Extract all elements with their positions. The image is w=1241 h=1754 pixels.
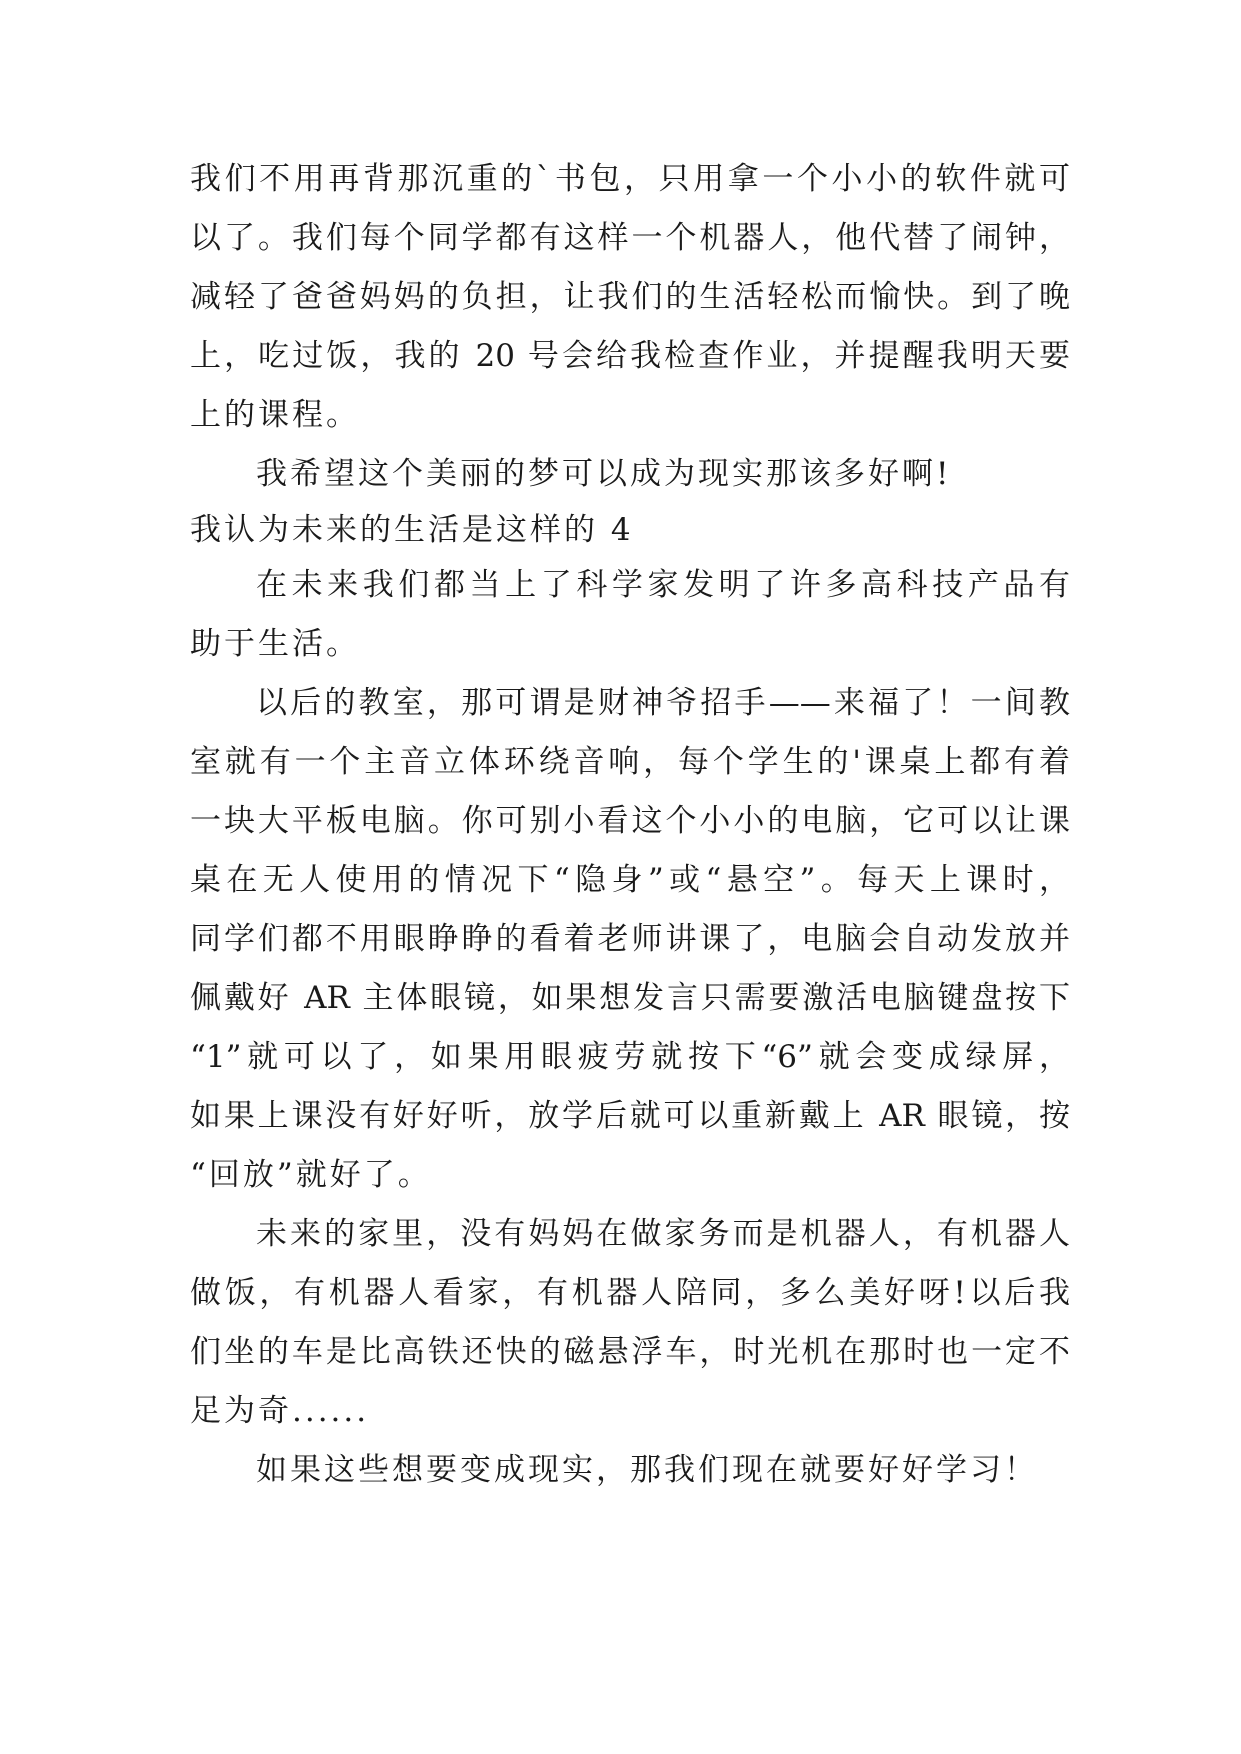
- text-line: 助于生活。: [190, 626, 360, 662]
- text-line: 如果这些想要变成现实，那我们现在就要好好学习！: [256, 1452, 1038, 1488]
- text-line: 上，吃过饭，我的 20 号会给我检查作业，并提醒我明天要: [190, 338, 1070, 374]
- text-line: 足为奇......: [190, 1393, 370, 1429]
- text-line: 上的课程。: [190, 397, 360, 433]
- text-line: 以了。我们每个同学都有这样一个机器人，他代替了闹钟，: [190, 220, 1070, 256]
- text-line: 在未来我们都当上了科学家发明了许多高科技产品有: [256, 567, 1070, 603]
- text-line: 一块大平板电脑。你可别小看这个小小的电脑，它可以让课: [190, 803, 1070, 839]
- text-line: 未来的家里，没有妈妈在做家务而是机器人，有机器人: [256, 1216, 1070, 1252]
- text-line: 以后的教室，那可谓是财神爷招手——来福了！一间教: [256, 685, 1070, 721]
- text-line: 们坐的车是比高铁还快的磁悬浮车，时光机在那时也一定不: [190, 1334, 1070, 1370]
- text-line: 我们不用再背那沉重的`书包，只用拿一个小小的软件就可: [190, 161, 1070, 197]
- text-line: 室就有一个主音立体环绕音响，每个学生的'课桌上都有着: [190, 744, 1070, 780]
- text-line: 桌在无人使用的情况下“隐身”或“悬空”。每天上课时，: [190, 862, 1070, 898]
- text-line: “回放”就好了。: [190, 1157, 432, 1193]
- text-line: “1”就可以了，如果用眼疲劳就按下“6”就会变成绿屏，: [190, 1039, 1070, 1075]
- text-line: 佩戴好 AR 主体眼镜，如果想发言只需要激活电脑键盘按下: [190, 980, 1070, 1016]
- section-title: 我认为未来的生活是这样的 4: [190, 512, 634, 548]
- text-line: 同学们都不用眼睁睁的看着老师讲课了，电脑会自动发放并: [190, 921, 1070, 957]
- text-line: 如果上课没有好好听，放学后就可以重新戴上 AR 眼镜，按: [190, 1098, 1070, 1134]
- text-line: 减轻了爸爸妈妈的负担，让我们的生活轻松而愉快。到了晚: [190, 279, 1070, 315]
- text-line: 做饭，有机器人看家，有机器人陪同，多么美好呀!以后我: [190, 1275, 1070, 1311]
- text-line: 我希望这个美丽的梦可以成为现实那该多好啊!: [256, 456, 952, 492]
- document-body: [190, 150, 1070, 1500]
